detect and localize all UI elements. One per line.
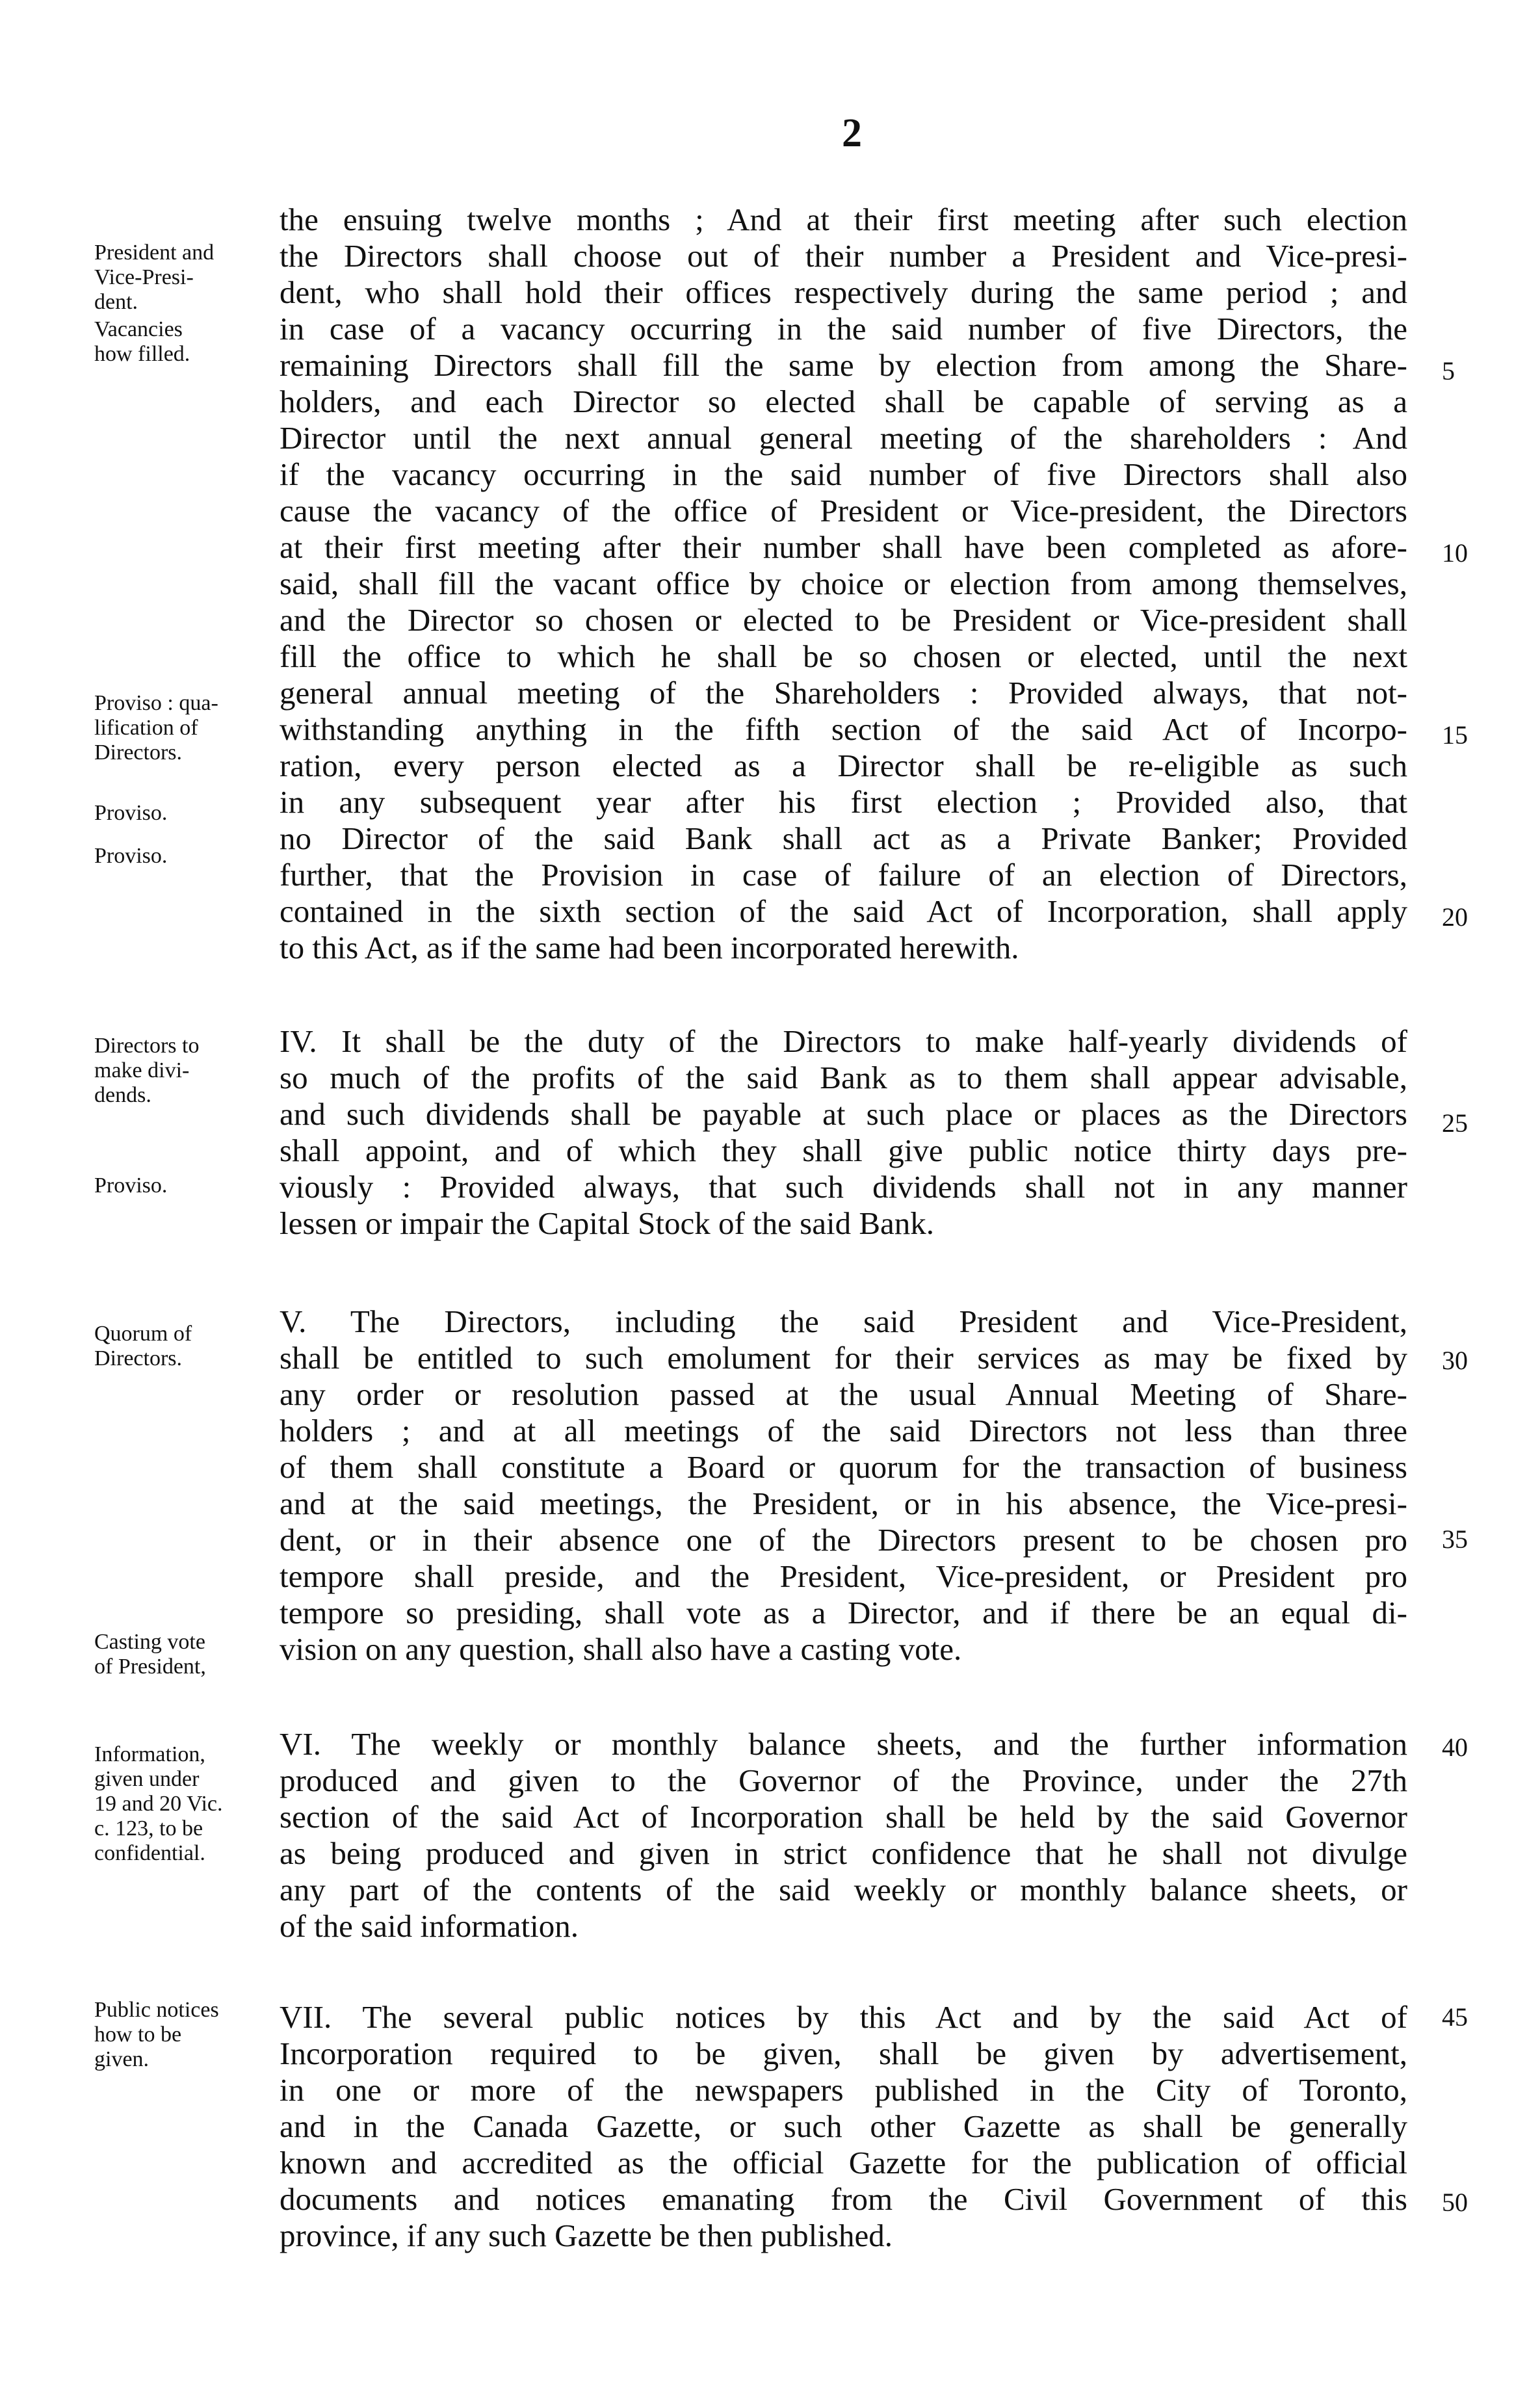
- text-line: known and accredited as the official Gazette for the publication of official: [280, 2145, 1407, 2181]
- text-line: VII. The several public notices by this Act and by the said Act of: [280, 1999, 1407, 2035]
- line-number: 25: [1442, 1108, 1468, 1138]
- text-line: no Director of the said Bank shall act as a Private Banker; Provided: [280, 820, 1407, 856]
- text-line: cause the vacancy of the office of President or Vice-president, the Directors: [280, 493, 1407, 529]
- text-line: holders ; and at all meetings of the said Directors not less than three: [280, 1413, 1407, 1448]
- text-line: VI. The weekly or monthly balance sheets, and the further information: [280, 1726, 1407, 1762]
- text-line: contained in the sixth section of the said Act of Incorporation, shall apply: [280, 893, 1407, 929]
- text-line: tempore so presiding, shall vote as a Director, and if there be an equal di-: [280, 1595, 1407, 1631]
- text-line: the ensuing twelve months ; And at their first meeting after such election: [280, 202, 1407, 237]
- text-line: said, shall fill the vacant office by choice or election from among themselves,: [280, 566, 1407, 601]
- line-number: 45: [1442, 2002, 1468, 2032]
- margin-note: Proviso.: [94, 844, 168, 868]
- line-number: 20: [1442, 902, 1468, 932]
- text-line: and at the said meetings, the President, or in his absence, the Vice-presi-: [280, 1486, 1407, 1521]
- text-line: if the vacancy occurring in the said number of five Directors shall also: [280, 456, 1407, 492]
- text-line: dent, who shall hold their offices respectively during the same period ; and: [280, 274, 1407, 310]
- margin-note: Proviso.: [94, 801, 168, 825]
- text-line: viously : Provided always, that such dividends shall not in any manner: [280, 1169, 1407, 1205]
- line-number: 40: [1442, 1733, 1468, 1762]
- text-line: Director until the next annual general meeting of the shareholders : And: [280, 420, 1407, 456]
- text-line: IV. It shall be the duty of the Directors to make half-yearly dividends of: [280, 1023, 1407, 1059]
- line-number: 10: [1442, 538, 1468, 568]
- line-number: 5: [1442, 356, 1455, 386]
- margin-note: President and Vice-Presi- dent.: [94, 241, 215, 314]
- text-line: documents and notices emanating from the Civil Government of this: [280, 2181, 1407, 2217]
- margin-note: Quorum of Directors.: [94, 1322, 192, 1370]
- text-line: general annual meeting of the Shareholders : Provided always, that not-: [280, 675, 1407, 711]
- text-line: section of the said Act of Incorporation shall be held by the said Governor: [280, 1799, 1407, 1835]
- text-line: of the said information.: [280, 1908, 579, 1944]
- text-line: shall appoint, and of which they shall give public notice thirty days pre-: [280, 1133, 1407, 1168]
- text-line: fill the office to which he shall be so chosen or elected, until the next: [280, 638, 1407, 674]
- text-line: further, that the Provision in case of failure of an election of Directors,: [280, 857, 1407, 893]
- text-line: in case of a vacancy occurring in the said number of five Directors, the: [280, 311, 1407, 347]
- text-line: province, if any such Gazette be then published.: [280, 2218, 893, 2253]
- text-line: of them shall constitute a Board or quorum for the transaction of business: [280, 1449, 1407, 1485]
- text-line: tempore shall preside, and the President, Vice-president, or President pro: [280, 1558, 1407, 1594]
- page-number: 2: [842, 111, 862, 155]
- text-line: vision on any question, shall also have a casting vote.: [280, 1631, 962, 1667]
- text-line: produced and given to the Governor of the Province, under the 27th: [280, 1762, 1407, 1798]
- margin-note: Proviso.: [94, 1173, 168, 1198]
- text-line: holders, and each Director so elected shall be capable of serving as a: [280, 384, 1407, 419]
- text-line: the Directors shall choose out of their number a President and Vice-presi-: [280, 238, 1407, 274]
- margin-note: Information, given under 19 and 20 Vic. c. 123, to be confidential.: [94, 1742, 223, 1865]
- text-line: as being produced and given in strict confidence that he shall not divulge: [280, 1835, 1407, 1871]
- text-line: lessen or impair the Capital Stock of the said Bank.: [280, 1205, 935, 1241]
- text-line: in any subsequent year after his first election ; Provided also, that: [280, 784, 1407, 820]
- line-number: 50: [1442, 2188, 1468, 2217]
- text-line: Incorporation required to be given, shall be given by advertisement,: [280, 2036, 1407, 2071]
- text-line: any order or resolution passed at the usual Annual Meeting of Share-: [280, 1376, 1407, 1412]
- text-line: at their first meeting after their number shall have been completed as afore-: [280, 529, 1407, 565]
- text-line: withstanding anything in the fifth section of the said Act of Incorpo-: [280, 711, 1407, 747]
- text-line: shall be entitled to such emolument for their services as may be fixed by: [280, 1340, 1407, 1376]
- text-line: so much of the profits of the said Bank as to them shall appear advisable,: [280, 1060, 1407, 1095]
- text-line: dent, or in their absence one of the Directors present to be chosen pro: [280, 1522, 1407, 1558]
- line-number: 30: [1442, 1346, 1468, 1375]
- text-line: any part of the contents of the said weekly or monthly balance sheets, or: [280, 1872, 1407, 1907]
- margin-note: Casting vote of President,: [94, 1630, 206, 1679]
- text-line: and in the Canada Gazette, or such other Gazette as shall be generally: [280, 2108, 1407, 2144]
- text-line: V. The Directors, including the said President and Vice-President,: [280, 1303, 1407, 1339]
- line-number: 15: [1442, 720, 1468, 750]
- margin-note: Proviso : qua- lification of Directors.: [94, 691, 218, 765]
- text-line: and the Director so chosen or elected to be President or Vice-president shall: [280, 602, 1407, 638]
- margin-note: Public notices how to be given.: [94, 1998, 219, 2071]
- line-number: 35: [1442, 1525, 1468, 1554]
- text-line: and such dividends shall be payable at such place or places as the Directors: [280, 1096, 1407, 1132]
- text-line: remaining Directors shall fill the same by election from among the Share-: [280, 347, 1407, 383]
- text-line: to this Act, as if the same had been incorporated herewith.: [280, 930, 1019, 965]
- margin-note: Vacancies how filled.: [94, 317, 190, 366]
- margin-note: Directors to make divi- dends.: [94, 1034, 200, 1107]
- text-line: in one or more of the newspapers published in the City of Toronto,: [280, 2072, 1407, 2108]
- text-line: ration, every person elected as a Director shall be re-eligible as such: [280, 748, 1407, 783]
